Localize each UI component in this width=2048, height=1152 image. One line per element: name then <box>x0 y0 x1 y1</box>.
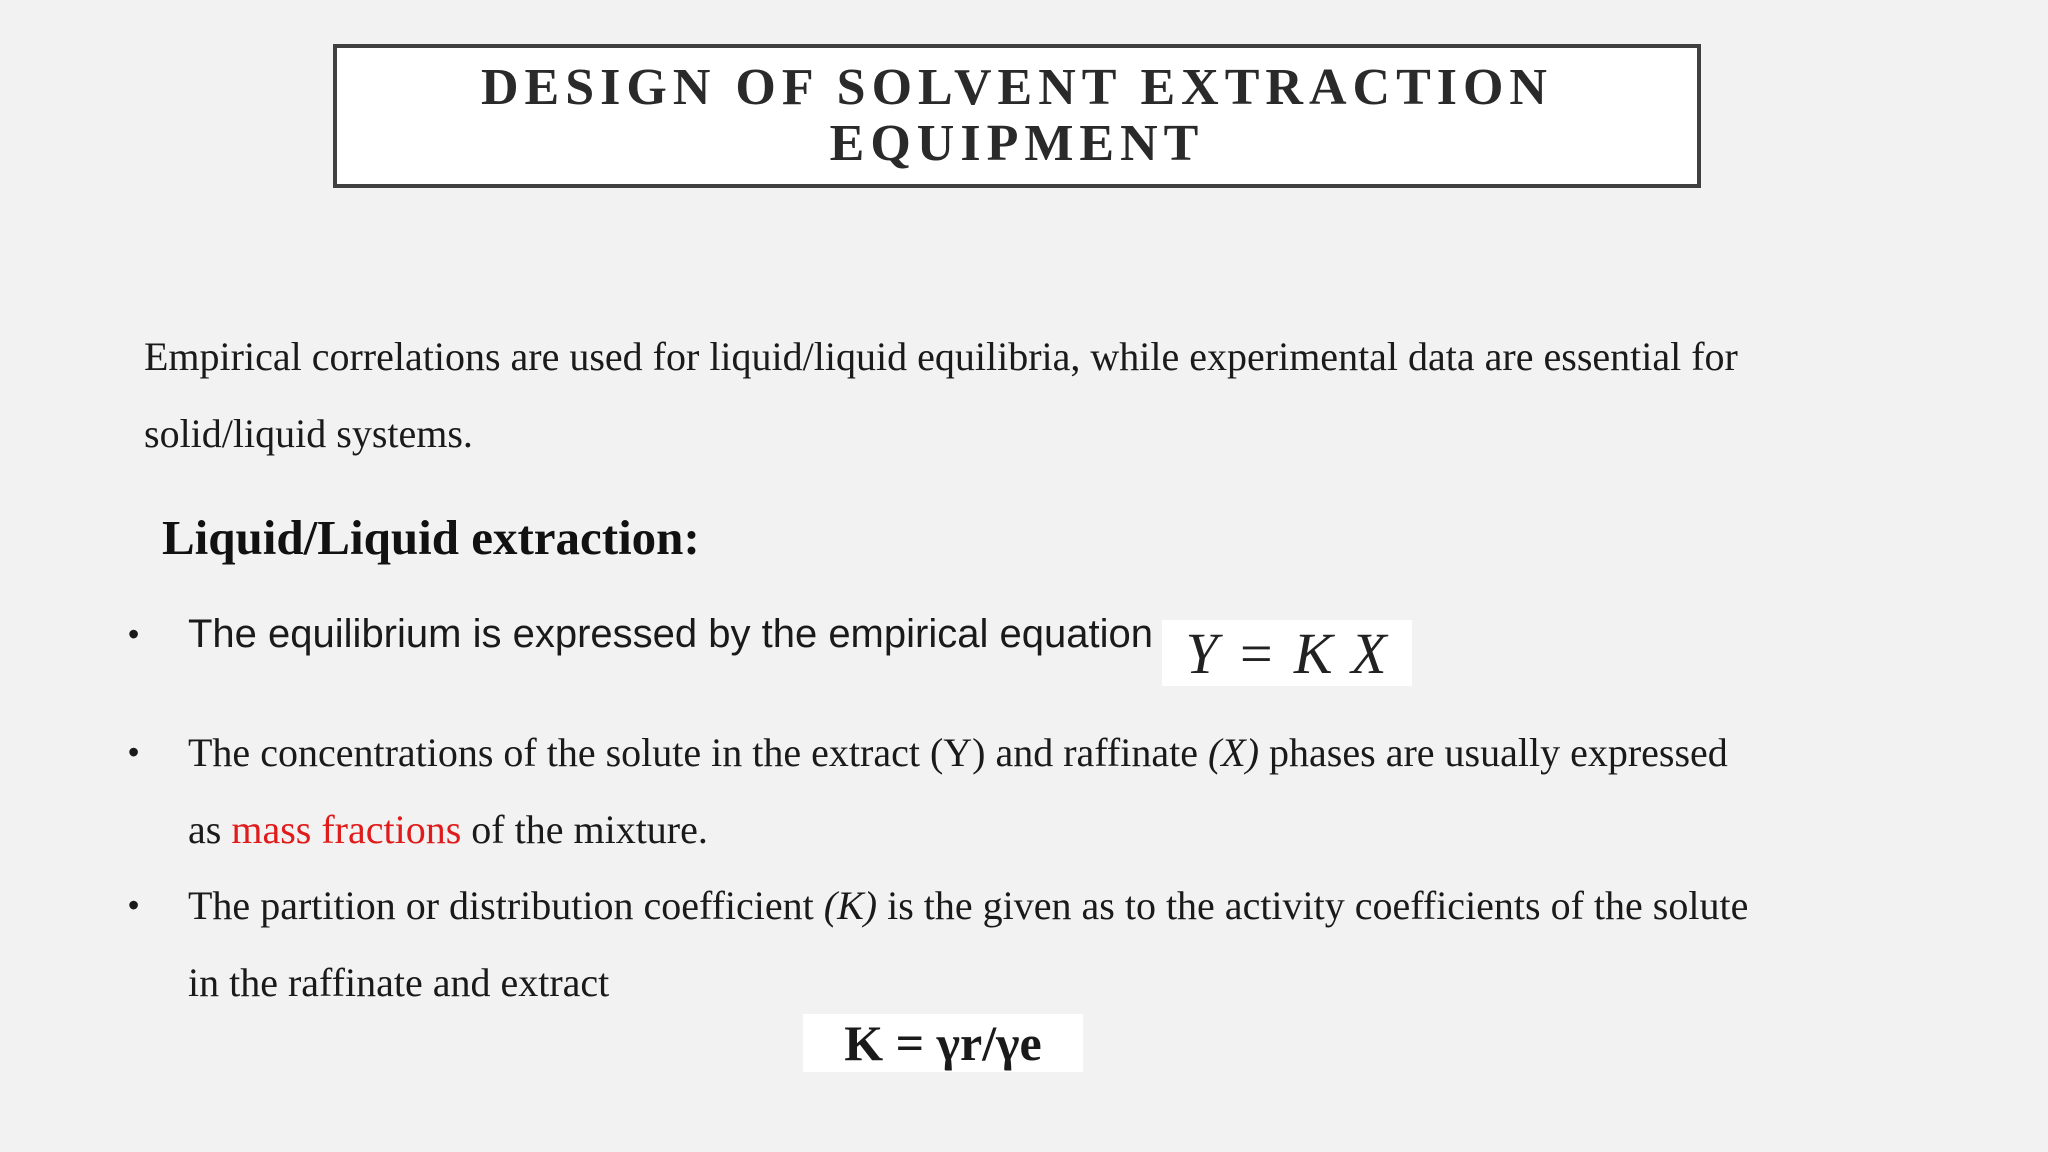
intro-line-1: Empirical correlations are used for liquid/liquid equilibria, while experimental data are essential for <box>144 334 1738 379</box>
text-segment: The concentrations of the solute in the extract (Y) and raffinate <box>188 730 1208 775</box>
text-segment: as <box>188 807 232 852</box>
text-segment: The partition or distribution coefficient <box>188 883 824 928</box>
italic-symbol: (K) <box>823 883 878 928</box>
slide-title-line-1: DESIGN OF SOLVENT EXTRACTION <box>481 59 1553 116</box>
slide-title-box <box>333 44 1701 188</box>
highlighted-term: mass fractions <box>231 807 462 852</box>
italic-symbol: (X) <box>1207 730 1260 775</box>
text-segment: is the given as to the activity coefficients of the solute <box>877 883 1749 928</box>
bullet-line-1 <box>188 714 1728 791</box>
bullet-dot: • <box>128 734 140 770</box>
equation-image-y-equals-kx: Y = K X <box>1162 620 1412 686</box>
section-heading: Liquid/Liquid extraction: <box>162 510 700 565</box>
bullet-line-2 <box>188 791 1728 868</box>
bullet-line-1 <box>188 867 1748 944</box>
text-segment: of the mixture. <box>461 807 708 852</box>
bullet-text <box>188 714 1728 868</box>
intro-paragraph <box>144 318 1738 472</box>
bullet-text <box>188 867 1748 1021</box>
text-segment: phases are usually expressed <box>1259 730 1728 775</box>
bullet-text: The equilibrium is expressed by the empirical equation <box>188 612 1153 656</box>
bullet-dot: • <box>128 887 140 923</box>
equation-image-k-activity-ratio: K = γr/γe <box>803 1014 1083 1072</box>
bullet-line-2: in the raffinate and extract <box>188 960 610 1005</box>
bullet-dot: • <box>128 616 140 652</box>
intro-line-2: solid/liquid systems. <box>144 411 473 456</box>
slide-title-line-2: EQUIPMENT <box>829 115 1205 172</box>
